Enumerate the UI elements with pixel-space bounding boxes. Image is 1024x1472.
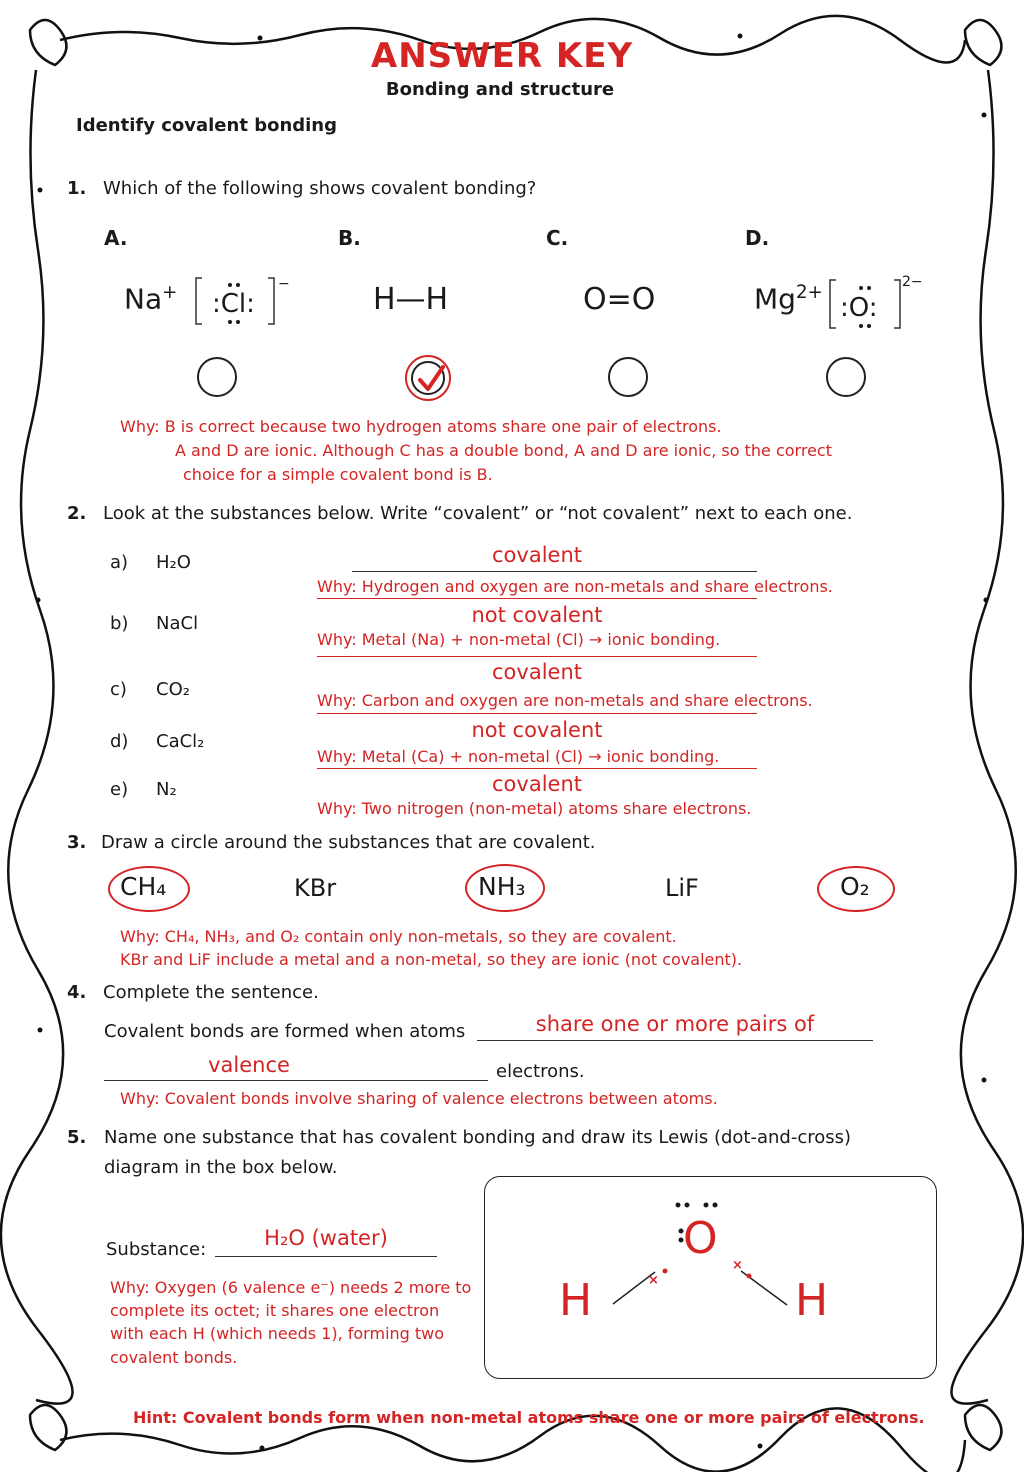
q1-option-d-formula: $Mg^{2+}$ :O: 2− bbox=[754, 262, 924, 334]
q2-e-answer-line bbox=[317, 768, 757, 769]
q1-why-line2: A and D are ionic. Although C has a double bond, A and D are ionic, so the correct bbox=[175, 441, 832, 460]
q5-number: 5. bbox=[67, 1127, 87, 1148]
q1-option-b-formula: H—H bbox=[373, 282, 449, 317]
q2-a-why: Why: Hydrogen and oxygen are non-metals and share electrons. bbox=[317, 577, 833, 596]
q2-e-substance: N₂ bbox=[156, 779, 177, 800]
q4-question: Complete the sentence. bbox=[103, 982, 319, 1003]
svg-text::O:: :O: bbox=[840, 293, 878, 323]
q3-substance-kbr[interactable]: KBr bbox=[294, 874, 337, 902]
q5-why-line4: covalent bonds. bbox=[110, 1348, 238, 1367]
q5-why-line3: with each H (which needs 1), forming two bbox=[110, 1324, 445, 1343]
q3-why-line2: KBr and LiF include a metal and a non-metal, so they are ionic (not covalent). bbox=[120, 950, 743, 969]
q2-d-answer-line bbox=[317, 713, 757, 714]
q1-option-c-radio[interactable] bbox=[608, 357, 648, 397]
q1-option-c-letter: C. bbox=[546, 226, 569, 250]
q3-substance-lif[interactable]: LiF bbox=[665, 874, 699, 902]
q5-why-line1: Why: Oxygen (6 valence e⁻) needs 2 more to bbox=[110, 1278, 472, 1297]
q1-option-a-formula: Na+ :Cl: − bbox=[124, 268, 294, 334]
q1-option-c-formula: O=O bbox=[583, 282, 656, 317]
q5-substance-label: Substance: bbox=[106, 1239, 207, 1260]
q1-option-b-letter: B. bbox=[338, 226, 361, 250]
q4-sentence-start: Covalent bonds are formed when atoms bbox=[104, 1021, 466, 1042]
q2-e-answer[interactable]: covalent bbox=[492, 772, 582, 796]
q4-answer1[interactable]: share one or more pairs of bbox=[535, 1012, 815, 1036]
svg-text:×: × bbox=[648, 1273, 659, 1288]
q1-number: 1. bbox=[67, 178, 87, 199]
q2-d-label: d) bbox=[110, 731, 129, 752]
q1-why-line1: Why: B is correct because two hydrogen atoms share one pair of electrons. bbox=[120, 417, 722, 436]
q5-why-line2: complete its octet; it shares one electron bbox=[110, 1301, 440, 1320]
q4-answer1-line bbox=[477, 1040, 873, 1041]
q2-e-why: Why: Two nitrogen (non-metal) atoms share electrons. bbox=[317, 799, 752, 818]
lewis-bracket-cl bbox=[190, 272, 290, 332]
svg-text:−: − bbox=[278, 276, 290, 292]
q2-b-answer[interactable]: not covalent bbox=[471, 603, 603, 627]
q3-why-line1: Why: CH₄, NH₃, and O₂ contain only non-metals, so they are covalent. bbox=[120, 927, 677, 946]
q1-option-b-radio[interactable] bbox=[405, 355, 451, 401]
q2-c-answer-line bbox=[317, 656, 757, 657]
page-subtitle: Bonding and structure bbox=[385, 79, 615, 100]
q5-question-line1: Name one substance that has covalent bonding and draw its Lewis (dot-and-cross) bbox=[104, 1127, 852, 1148]
q4-number: 4. bbox=[67, 982, 87, 1003]
q2-a-answer[interactable]: covalent bbox=[492, 543, 582, 567]
q3-question: Draw a circle around the substances that are covalent. bbox=[101, 832, 596, 853]
hint-text: Hint: Covalent bonds form when non-metal atoms share one or more pairs of electrons. bbox=[133, 1408, 925, 1427]
q2-d-substance: CaCl₂ bbox=[156, 731, 205, 752]
q3-substance-o2[interactable]: O₂ bbox=[840, 872, 870, 901]
q2-b-label: b) bbox=[110, 613, 129, 634]
svg-text:2−: 2− bbox=[902, 274, 923, 290]
q4-answer2-line bbox=[104, 1080, 488, 1081]
lewis-bracket-o bbox=[824, 266, 924, 330]
q2-b-answer-line bbox=[317, 598, 757, 599]
q2-a-answer-line bbox=[352, 571, 757, 572]
q4-why: Why: Covalent bonds involve sharing of valence electrons between atoms. bbox=[120, 1089, 718, 1108]
q1-option-d-letter: D. bbox=[745, 226, 770, 250]
lewis-center-atom: O bbox=[683, 1213, 718, 1264]
q3-substance-nh3[interactable]: NH₃ bbox=[478, 872, 526, 901]
q3-substance-ch4[interactable]: CH₄ bbox=[120, 872, 167, 901]
lewis-right-atom: H bbox=[795, 1275, 829, 1326]
q2-b-why: Why: Metal (Na) + non-metal (Cl) → ionic bonding. bbox=[317, 630, 721, 649]
q1-question: Which of the following shows covalent bonding? bbox=[103, 178, 537, 199]
q2-number: 2. bbox=[67, 503, 87, 524]
q1-option-a-letter: A. bbox=[104, 226, 128, 250]
page-title: ANSWER KEY bbox=[370, 36, 634, 76]
q5-question-line2: diagram in the box below. bbox=[104, 1157, 338, 1178]
lewis-left-atom: H bbox=[559, 1275, 593, 1326]
q2-c-why: Why: Carbon and oxygen are non-metals and share electrons. bbox=[317, 691, 813, 710]
q2-e-label: e) bbox=[110, 779, 129, 800]
lewis-diagram bbox=[485, 1177, 935, 1377]
q4-sentence-end: electrons. bbox=[496, 1061, 585, 1082]
svg-text:×: × bbox=[732, 1258, 743, 1273]
q3-number: 3. bbox=[67, 832, 87, 853]
check-icon bbox=[413, 361, 449, 397]
svg-text::Cl:: :Cl: bbox=[212, 289, 255, 319]
q2-a-label: a) bbox=[110, 552, 129, 573]
q2-a-substance: H₂O bbox=[156, 552, 191, 573]
q1-why-line3: choice for a simple covalent bond is B. bbox=[183, 465, 493, 484]
q4-answer2[interactable]: valence bbox=[208, 1053, 290, 1077]
q5-substance-answer[interactable]: H₂O (water) bbox=[264, 1226, 388, 1250]
q2-question: Look at the substances below. Write “covalent” or “not covalent” next to each one. bbox=[103, 503, 853, 524]
q2-c-substance: CO₂ bbox=[156, 679, 190, 700]
q1-option-a-radio[interactable] bbox=[197, 357, 237, 397]
lewis-diagram-box bbox=[484, 1176, 937, 1379]
q2-c-answer[interactable]: covalent bbox=[492, 660, 582, 684]
q5-substance-line bbox=[215, 1256, 437, 1257]
q2-d-answer[interactable]: not covalent bbox=[471, 718, 603, 742]
q2-d-why: Why: Metal (Ca) + non-metal (Cl) → ionic bonding. bbox=[317, 747, 720, 766]
section-title: Identify covalent bonding bbox=[76, 115, 338, 136]
q1-option-d-radio[interactable] bbox=[826, 357, 866, 397]
q2-c-label: c) bbox=[110, 679, 127, 700]
q2-b-substance: NaCl bbox=[156, 613, 199, 634]
